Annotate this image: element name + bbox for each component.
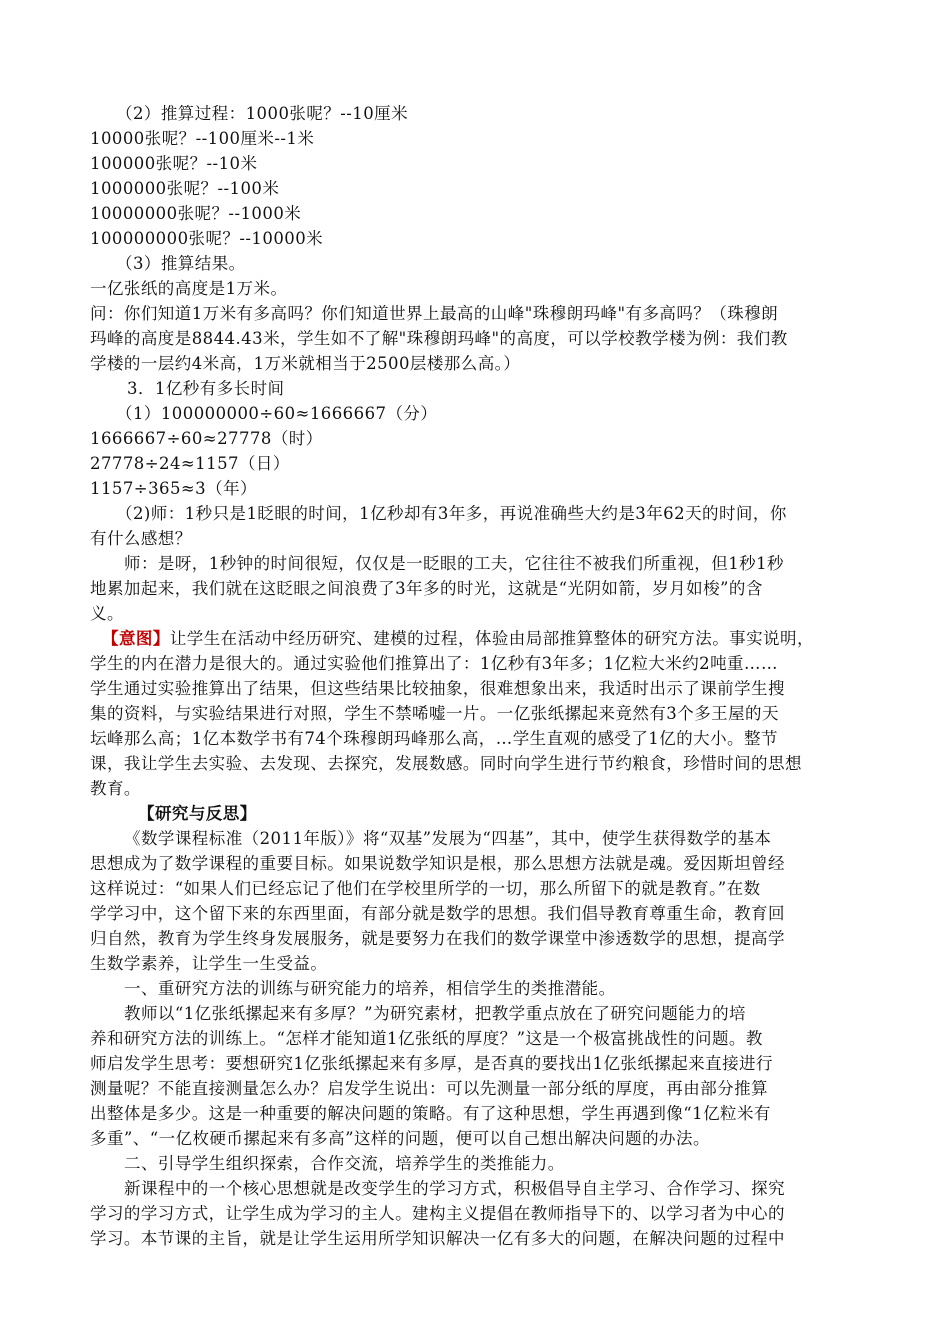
text-line <box>90 1126 868 1151</box>
text-line <box>90 126 868 151</box>
text-line <box>90 976 868 1001</box>
line-text: 让学生在活动中经历研究、建模的过程，体验由局部推算整体的研究方法。事实说明， <box>169 629 814 648</box>
text-line <box>90 401 868 426</box>
text-line <box>90 1076 868 1101</box>
text-line <box>90 1201 868 1226</box>
document-body <box>90 101 868 1251</box>
text-line <box>90 301 868 326</box>
text-line <box>90 776 868 801</box>
line-text: 生数学素养，让学生一生受益。 <box>90 954 328 973</box>
line-text: 27778÷24≈1157（日） <box>90 454 290 473</box>
text-line <box>90 376 868 401</box>
text-line <box>90 626 868 651</box>
line-text: 100000000张呢？--10000米 <box>90 229 324 248</box>
text-line <box>90 526 868 551</box>
text-line <box>90 601 868 626</box>
line-text: 学习。本节课的主旨，就是让学生运用所学知识解决一亿有多大的问题，在解决问题的过程中 <box>90 1229 785 1248</box>
text-line <box>90 351 868 376</box>
text-line <box>90 276 868 301</box>
line-text: 教育。 <box>90 779 141 798</box>
line-text: 学楼的一层约4米高，1万米就相当于2500层楼那么高。） <box>90 354 521 373</box>
line-text: 测量呢？不能直接测量怎么办？启发学生说出：可以先测量一部分纸的厚度，再由部分推算 <box>90 1079 768 1098</box>
line-text: （2）推算过程：1000张呢？--10厘米 <box>116 104 409 123</box>
line-text: 学生通过实验推算出了结果，但这些结果比较抽象，很难想象出来，我适时出示了课前学生搜 <box>90 679 785 698</box>
text-line <box>90 676 868 701</box>
line-text: 养和研究方法的训练上。“怎样才能知道1亿张纸的厚度？”这是一个极富挑战性的问题。教 <box>90 1029 763 1048</box>
text-line <box>90 501 868 526</box>
line-text: 课，我让学生去实验、去发现、去探究，发展数感。同时向学生进行节约粮食，珍惜时间的思想 <box>90 754 802 773</box>
text-line <box>90 1176 868 1201</box>
text-line <box>90 926 868 951</box>
line-text: 集的资料，与实验结果进行对照，学生不禁唏嘘一片。一亿张纸摞起来竟然有3个多王屋的天 <box>90 704 779 723</box>
line-text: 《数学课程标准（2011年版）》将“双基”发展为“四基”，其中，使学生获得数学的基本 <box>124 829 772 848</box>
line-text: 多重”、“一亿枚硬币摞起来有多高”这样的问题，便可以自己想出解决问题的办法。 <box>90 1129 710 1148</box>
line-text: 义。 <box>90 604 124 623</box>
line-text: 学习的学习方式，让学生成为学习的主人。建构主义提倡在教师指导下的、以学习者为中心的 <box>90 1204 785 1223</box>
line-text: 一、重研究方法的训练与研究能力的培养，相信学生的类推潜能。 <box>124 979 616 998</box>
text-line <box>90 551 868 576</box>
line-text: 1000000张呢？--100米 <box>90 179 280 198</box>
text-line <box>90 851 868 876</box>
line-text: 师启发学生思考：要想研究1亿张纸摞起来有多厚，是否真的要找出1亿张纸摞起来直接进行 <box>90 1054 773 1073</box>
line-text: 10000000张呢？--1000米 <box>90 204 302 223</box>
line-text: 师：是呀，1秒钟的时间很短，仅仅是一眨眼的工夫，它往往不被我们所重视，但1秒1秒 <box>124 554 784 573</box>
line-text: 有什么感想？ <box>90 529 192 548</box>
text-line <box>90 726 868 751</box>
line-text: 归自然，教育为学生终身发展服务，就是要努力在我们的数学课堂中渗透数学的思想，提高学 <box>90 929 785 948</box>
text-line <box>90 426 868 451</box>
section-heading <box>90 801 868 826</box>
text-line <box>90 1001 868 1026</box>
line-text: 1157÷365≈3（年） <box>90 479 257 498</box>
line-text: 问：你们知道1万米有多高吗？你们知道世界上最高的山峰"珠穆朗玛峰"有多高吗？（珠穆朗 <box>90 304 779 323</box>
text-line <box>90 1101 868 1126</box>
text-line <box>90 1151 868 1176</box>
text-line <box>90 451 868 476</box>
line-text: （2)师：1秒只是1眨眼的时间，1亿秒却有3年多，再说准确些大约是3年62天的时间，你 <box>116 504 787 523</box>
text-line <box>90 176 868 201</box>
line-text: 地累加起来，我们就在这眨眼之间浪费了3年多的时光，这就是“光阴如箭，岁月如梭”的含 <box>90 579 763 598</box>
line-text: 出整体是多少。这是一种重要的解决问题的策略。有了这种思想，学生再遇到像“1亿粒米有 <box>90 1104 771 1123</box>
line-text: （1）100000000÷60≈1666667（分） <box>116 404 438 423</box>
line-text: 学学习中，这个留下来的东西里面，有部分就是数学的思想。我们倡导教育尊重生命，教育回 <box>90 904 785 923</box>
line-text: 一亿张纸的高度是1万米。 <box>90 279 288 298</box>
text-line <box>90 901 868 926</box>
text-line <box>90 751 868 776</box>
line-text: （3）推算结果。 <box>116 254 246 273</box>
text-line <box>90 651 868 676</box>
text-line <box>90 1026 868 1051</box>
text-line <box>90 226 868 251</box>
text-line <box>90 826 868 851</box>
line-text: 教师以“1亿张纸摞起来有多厚？”为研究素材，把教学重点放在了研究问题能力的培 <box>124 1004 746 1023</box>
text-line <box>90 1051 868 1076</box>
text-line <box>90 701 868 726</box>
line-text: 这样说过：“如果人们已经忘记了他们在学校里所学的一切，那么所留下的就是教育。”在数 <box>90 879 761 898</box>
text-line <box>90 1226 868 1251</box>
line-text: 学生的内在潜力是很大的。通过实验他们推算出了：1亿秒有3年多；1亿粒大米约2吨重…… <box>90 654 778 673</box>
intent-label: 【意图】 <box>102 629 170 648</box>
line-text: 100000张呢？--10米 <box>90 154 258 173</box>
text-line <box>90 576 868 601</box>
line-text: 玛峰的高度是8844.43米，学生如不了解"珠穆朗玛峰"的高度，可以学校教学楼为例：我们教 <box>90 329 788 348</box>
text-line <box>90 326 868 351</box>
line-text: 新课程中的一个核心思想就是改变学生的学习方式，积极倡导自主学习、合作学习、探究 <box>124 1179 786 1198</box>
text-line <box>90 101 868 126</box>
text-line <box>90 151 868 176</box>
text-line <box>90 476 868 501</box>
text-line <box>90 876 868 901</box>
line-text: 3．1亿秒有多长时间 <box>127 379 285 398</box>
line-text: 10000张呢？--100厘米--1米 <box>90 129 315 148</box>
line-text: 二、引导学生组织探索，合作交流，培养学生的类推能力。 <box>124 1154 565 1173</box>
line-text: 思想成为了数学课程的重要目标。如果说数学知识是根，那么思想方法就是魂。爱因斯坦曾经 <box>90 854 785 873</box>
text-line <box>90 251 868 276</box>
line-text: 坛峰那么高；1亿本数学书有74个珠穆朗玛峰那么高，…学生直观的感受了1亿的大小。整节 <box>90 729 778 748</box>
line-text: 【研究与反思】 <box>138 804 257 823</box>
line-text: 1666667÷60≈27778（时） <box>90 429 323 448</box>
text-line <box>90 201 868 226</box>
text-line <box>90 951 868 976</box>
